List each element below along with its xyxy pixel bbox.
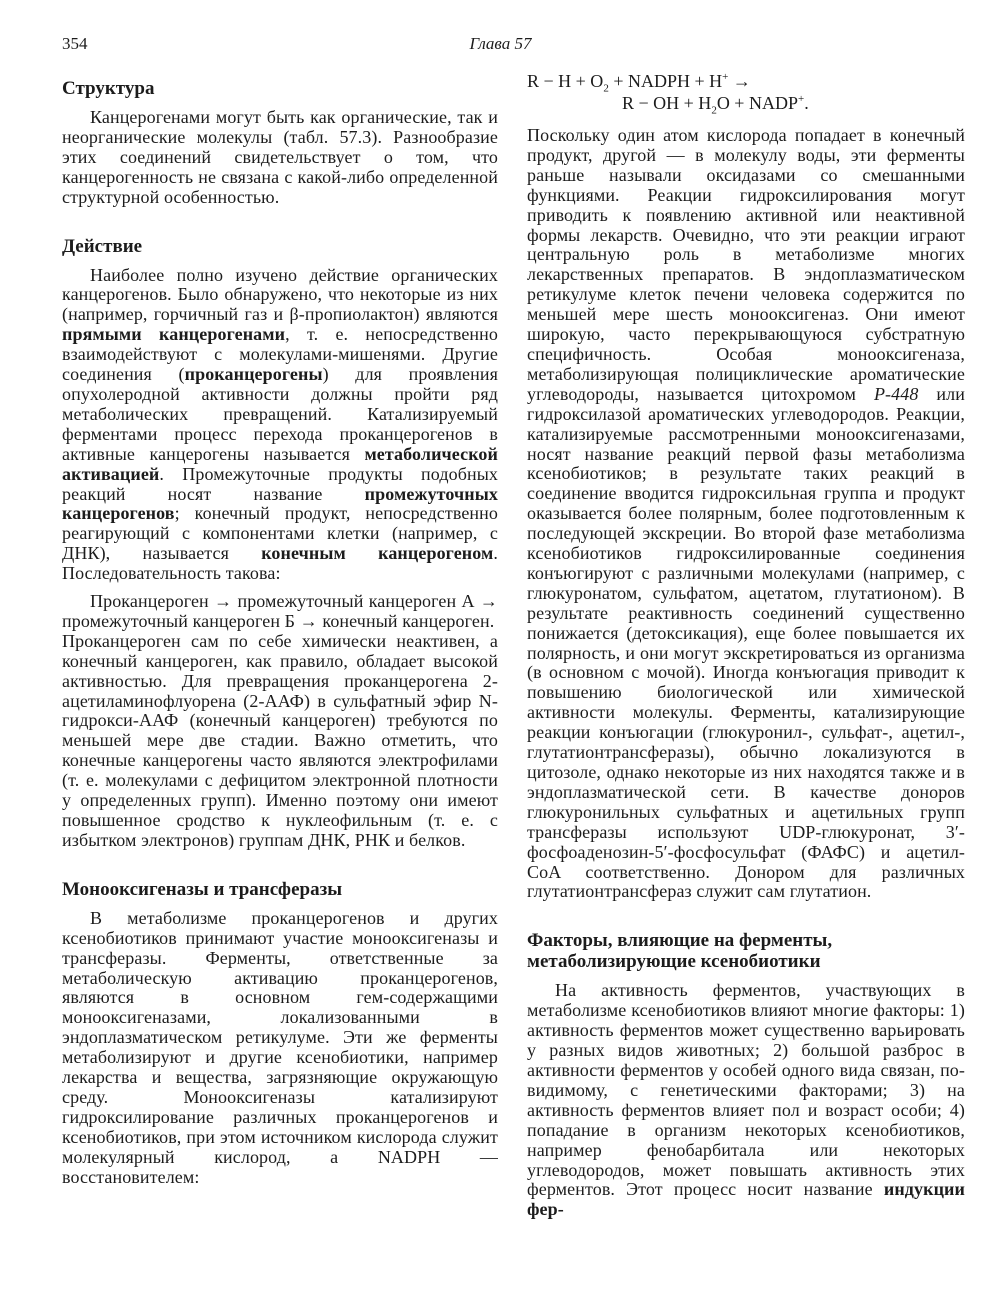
text: ) для проявления опухолеродной активности должны пройти ряд метаболических превращений. Катализируемый ферментами процесс перехода проканцерогенов в активные канцерогены называется bbox=[62, 364, 498, 464]
eq-text: R − OH + H bbox=[622, 93, 712, 113]
paragraph: Проканцероген сам по себе химически неактивен, а конечный канцероген, как правило, обладает высокой активностью. Для превращения проканцерогена 2-ацетиламинофлуорена (2-ААФ) в сульфатный эфир N-гидрокси-ААФ (конечный канцероген) требуются по меньшей мере две стадии. Важно отметить, что конечные канцерогены часто являются электрофилами (т. е. молекулами с дефицитом электронной плотности у определенных групп). Именно поэтому они имеют повышенное сродство к нуклеофильным (т. е. с избытком электронов) группам ДНК, РНК и белков. bbox=[62, 630, 498, 850]
text: Наиболее полно изучено действие органических канцерогенов. Было обнаружено, что некоторые из них (например, горчичный газ и β-пропиолактон) являются bbox=[62, 264, 498, 325]
section-heading-action: Действие bbox=[62, 235, 143, 257]
term-italic: P-448 bbox=[873, 383, 919, 404]
eq-sub: 2 bbox=[711, 104, 717, 117]
eq-text: O + NADP bbox=[716, 93, 798, 113]
section-heading-structure: Структура bbox=[62, 78, 155, 99]
section-heading-factors: Факторы, влияющие на ферменты, метаболизирующие ксенобиотики bbox=[527, 930, 833, 973]
term: проканцерогены bbox=[184, 364, 323, 385]
paragraph bbox=[527, 981, 965, 1220]
eq-text: . bbox=[804, 93, 809, 113]
eq-text: + NADPH + H bbox=[608, 71, 723, 91]
eq-sub: 2 bbox=[603, 82, 609, 95]
text: или гидроксилазой ароматических углеводородов. Реакции, катализируемые рассмотренными монооксигеназами, носят название реакций первой фазы метаболизма ксенобиотиков; в результате таких реакций в соединение вводится гидроксильная группа и продукт оказывается более полярным, более подготовленным к последующей экскреции. Во второй фазе метаболизма ксенобиотиков гидроксилированные соединения конъюгируют с различными молекулами (например, с глюкуронатом, сульфатом, ацетатом, глутатионом). В результате реактивность соединений существенно понижается (детоксикация), еще более повышается их полярность, и они могут экскретироваться из организма (в основном с мочой). Иногда конъюгация приводит к повышению биологической или химической активности молекулы. Ферменты, катализирующие реакции конъюгации (глюкуронил-, сульфат-, ацетил-, глутатионтрансферазы), обычно локализуются в цитозоле, однако некоторые из них находятся также и в эндоплазматической сети. В качестве доноров глюкуронильных сульфатных и ацетильных групп трансферазы используют UDP-глюкуронат, 3′-фосфоаденозин-5′-фосфосульфат (ФАФС) и ацетил-CoA соответственно. Донором для различных глутатионтрансфераз служит сам глутатион. bbox=[527, 383, 965, 902]
text: . Промежуточные продукты подобных реакций носят название bbox=[62, 463, 498, 504]
text: ; конечный продукт, непосредственно реагирующий с компонентами клетки (например, с ДНК), называется bbox=[62, 503, 498, 564]
eq-text: R − H + O bbox=[527, 71, 604, 91]
term: прямыми канцерогенами bbox=[62, 324, 286, 345]
eq-sup: + bbox=[797, 93, 805, 105]
term: конечным канцерогеном bbox=[261, 543, 494, 564]
left-column bbox=[62, 78, 498, 1188]
equation-line bbox=[527, 92, 965, 117]
sequence-paragraph: Проканцероген → промежуточный канцероген А → промежуточный канцероген Б → конечный канцероген. bbox=[62, 591, 498, 631]
paragraph: Канцерогенами могут быть как органические, так и неорганические молекулы (табл. 57.3). Разнообразие этих соединений свидетельствует о том, что канцерогенность не связана с какой-либо определенной структурной особенностью. bbox=[62, 107, 498, 207]
term: промежуточных канцерогенов bbox=[62, 483, 498, 524]
eq-text: → bbox=[728, 71, 751, 91]
right-column bbox=[527, 70, 965, 1220]
term: метаболической активацией bbox=[62, 443, 498, 484]
eq-sup: + bbox=[722, 71, 729, 83]
text: Поскольку один атом кислорода попадает в конечный продукт, другой — в молекулу воды, эти ферменты раньше называли оксидазами со смешанными функциями. Реакции гидроксилирования могут приводить к появлению активной или неактивной формы лекарств. Очевидно, что эти реакции играют центральную роль в метаболизме многих лекарственных препаратов. В эндоплазматическом ретикулуме клеток печени человека содержится по меньшей мере шесть монооксигеназ. Они имеют широкую, часто перекрывающуюся субстратную специфичность. Особая монооксигеназа, метаболизирующая полициклические ароматические углеводороды, называется цитохромом bbox=[527, 125, 965, 404]
reaction-equation bbox=[527, 70, 965, 117]
paragraph bbox=[527, 126, 965, 902]
chapter-title: Глава 57 bbox=[469, 34, 532, 53]
text: На активность ферментов, участвующих в метаболизме ксенобиотиков влияют многие факторы: 1) активность ферментов может существенно варьировать у разных видов животных; 2) большой разброс в активности ферментов у особей одного вида связан, по-видимому, с генетическими факторами; 3) на активность ферментов влияет пол и возраст особи; 4) попадание в организм некоторых ксенобиотиков, например фенобарбитала или некоторых углеводородов, может повышать активность этих ферментов. Этот процесс носит название bbox=[527, 980, 965, 1200]
term: индукции фер- bbox=[527, 1179, 965, 1220]
paragraph: В метаболизме проканцерогенов и других ксенобиотиков принимают участие монооксигеназы и трансферазы. Ферменты, ответственные за метаболическую активацию проканцерогенов, являются в основном гем-содержащими монооксигеназами, локализованными в эндоплазматическом ретикулуме. Эти же ферменты метаболизируют и другие ксенобиотики, например лекарства и вещества, загрязняющие окружающую среду. Монооксигеназы катализируют гидроксилирование различных проканцерогенов и ксенобиотиков, при этом источником кислорода служит молекулярный кислород, а NADPH — восстановителем: bbox=[62, 907, 498, 1187]
page-number: 354 bbox=[62, 34, 88, 53]
text: , т. е. непосредственно взаимодействуют с молекулами-мишенями. Другие соединения ( bbox=[62, 324, 498, 385]
text: . Последовательность такова: bbox=[62, 543, 498, 584]
equation-line bbox=[527, 70, 965, 95]
section-heading-monooxygenases: Монооксигеназы и трансферазы bbox=[62, 878, 343, 900]
paragraph bbox=[62, 266, 498, 585]
